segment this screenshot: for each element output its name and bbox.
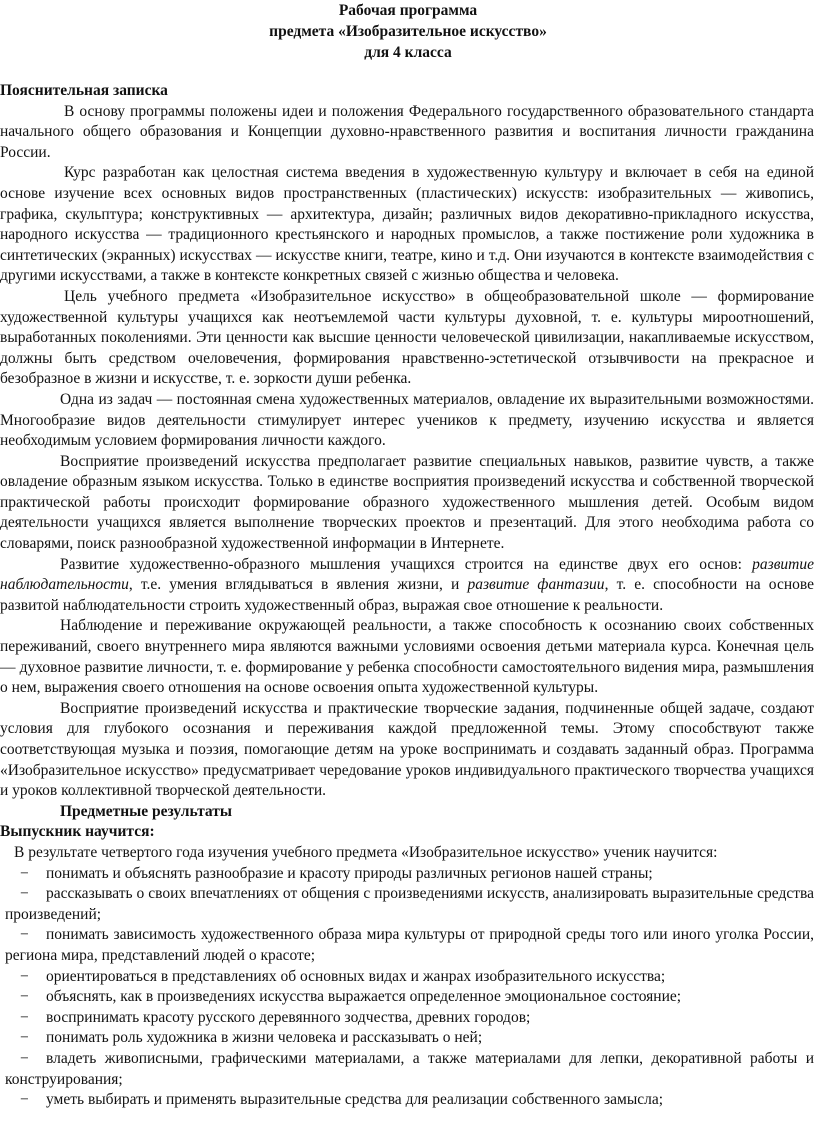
dash-marker: − (20, 967, 29, 985)
list-item-text: объяснять, как в произведениях искусства выражается определенное эмоциональное состояние; (46, 988, 682, 1006)
dash-marker: − (20, 1008, 29, 1026)
paragraph-6-part-c: , т. е. способности на основе развитой наблюдательности строить художественный образ, выражая свое отношение к реальности. (0, 576, 814, 614)
list-item-text: рассказывать о своих впечатлениях от общения с произведениями искусств, анализировать выразительные средства произведений; (5, 885, 814, 923)
dash-marker: − (20, 1091, 29, 1109)
dash-marker: − (20, 885, 29, 903)
results-heading: Предметные результаты (60, 802, 232, 820)
paragraph-3: Цель учебного предмета «Изобразительное искусство» в общеобразовательной школе — формирование художественной культуры учащихся как неотъемлемой части культуры духовной, т. е. культуры мироотношений, выработанных поколениями. Эти ценности как высшие ценности человеческой цивилизации, накапливаемые искусством, должны быть средством очеловечения, формирования нравственно-эстетической отзывчивости на прекрасное и безобразное в жизни и искусстве, т. е. зоркости души ребенка. (0, 287, 814, 388)
list-item (0, 925, 814, 966)
paragraph-6-part-a: Развитие художественно-образного мышления учащихся строится на единстве двух его основ: (60, 555, 753, 573)
list-item (0, 1008, 814, 1029)
list-item-text: воспринимать красоту русского деревянного зодчества, древних городов; (46, 1008, 531, 1026)
dash-marker: − (20, 1029, 29, 1047)
list-item-text: понимать и объяснять разнообразие и красоту природы различных регионов нашей страны; (46, 864, 653, 882)
list-item (0, 884, 814, 925)
dash-marker: − (20, 988, 29, 1006)
paragraph-6-italic-1: развитие наблюдательности (0, 555, 814, 594)
paragraph-7: Наблюдение и переживание окружающей реальности, а также способность к осознанию своих собственных переживаний, своего внутреннего мира являются важными условиями освоения детьми материала курса. Конечная цель — духовное развитие личности, т. е. формирование у ребенка способности самостоятельного видения мира, размышления о нем, выражения своего отношения на основе освоения опыта художественной культуры. (0, 617, 814, 697)
results-list (0, 864, 814, 1111)
results-intro: В результате четвертого года изучения учебного предмета «Изобразительное искусство» ученик научится: (14, 843, 718, 861)
list-item-text: понимать роль художника в жизни человека и рассказывать о ней; (46, 1029, 483, 1047)
list-item-text: ориентироваться в представлениях об основных видах и жанрах изобразительного искусства; (46, 967, 666, 985)
paragraph-6 (0, 555, 814, 617)
paragraph-2: Курс разработан как целостная система введения в художественную культуру и включает в себя на единой основе изучение всех основных видов пространственных (пластических) искусств: изобразительных — живопись, графика, скульптура; конструктивных — архитектура, дизайн; различных видов декоративно-прикладного искусства, народного искусства — традиционного крестьянского и народных промыслов, а также постижение роли художника в синтетических (экранных) искусствах — искусстве книги, театре, кино и т.д. Они изучаются в контексте взаимодействия с другими искусствами, а также в контексте конкретных связей с жизнью общества и человека. (0, 164, 814, 285)
title-line-3: для 4 класса (364, 44, 452, 61)
dash-marker: − (20, 926, 29, 944)
dash-marker: − (20, 864, 29, 882)
title-line-2: предмета «Изобразительное искусство» (269, 23, 547, 40)
paragraph-8: Восприятие произведений искусства и практические творческие задания, подчиненные общей задаче, создают условия для глубокого осознания и переживания каждой предложенной темы. Этому способствуют также соответствующая музыка и поэзия, помогающие детям на уроке воспринимать и создавать заданный образ. Программа «Изобразительное искусство» предусматривает чередование уроков индивидуального практического творчества учащихся и уроков коллективной творческой деятельности. (0, 699, 814, 800)
title-line-1: Рабочая программа (338, 2, 478, 19)
paragraph-1: В основу программы положены идеи и положения Федерального государственного образовательного стандарта начального общего образования и Концепции духовно-нравственного развития и воспитания личности гражданина России. (0, 102, 814, 161)
paragraph-6-part-b: , т.е. умения вглядываться в явления жизни, и (128, 576, 468, 594)
paragraph-6-italic-2: развитие фантазии (467, 576, 605, 594)
list-item-text: владеть живописными, графическими материалами, а также материалами для лепки, декоративной работы и конструирования; (5, 1049, 814, 1088)
document-title (0, 0, 816, 63)
explanatory-heading: Пояснительная записка (0, 82, 168, 99)
results-subheading: Выпускник научится: (0, 823, 155, 841)
list-item (0, 864, 814, 885)
list-item (0, 1090, 814, 1111)
list-item (0, 967, 814, 988)
list-item (0, 987, 814, 1008)
list-item (0, 1049, 814, 1090)
document-body (0, 81, 814, 1111)
paragraph-5: Восприятие произведений искусства предполагает развитие специальных навыков, развитие чувств, а также овладение образным языком искусства. Только в единстве восприятия произведений искусства и собственной творческой практической работы происходит формирование образного художественного мышления детей. Особым видом деятельности учащихся является выполнение творческих проектов и презентаций. Для этого необходима работа со словарями, поиск разнообразной художественной информации в Интернете. (0, 452, 814, 553)
dash-marker: − (20, 1049, 29, 1067)
list-item-text: понимать зависимость художественного образа мира культуры от природной среды того или иного уголка России, региона мира, представлений людей о красоте; (5, 926, 814, 964)
paragraph-4: Одна из задач — постоянная смена художественных материалов, овладение их выразительными возможностями. Многообразие видов деятельности стимулирует интерес учеников к предмету, изучению искусства и является необходимым условием формирования личности каждого. (0, 390, 814, 450)
list-item-text: уметь выбирать и применять выразительные средства для реализации собственного замысла; (46, 1091, 664, 1109)
list-item (0, 1028, 814, 1049)
